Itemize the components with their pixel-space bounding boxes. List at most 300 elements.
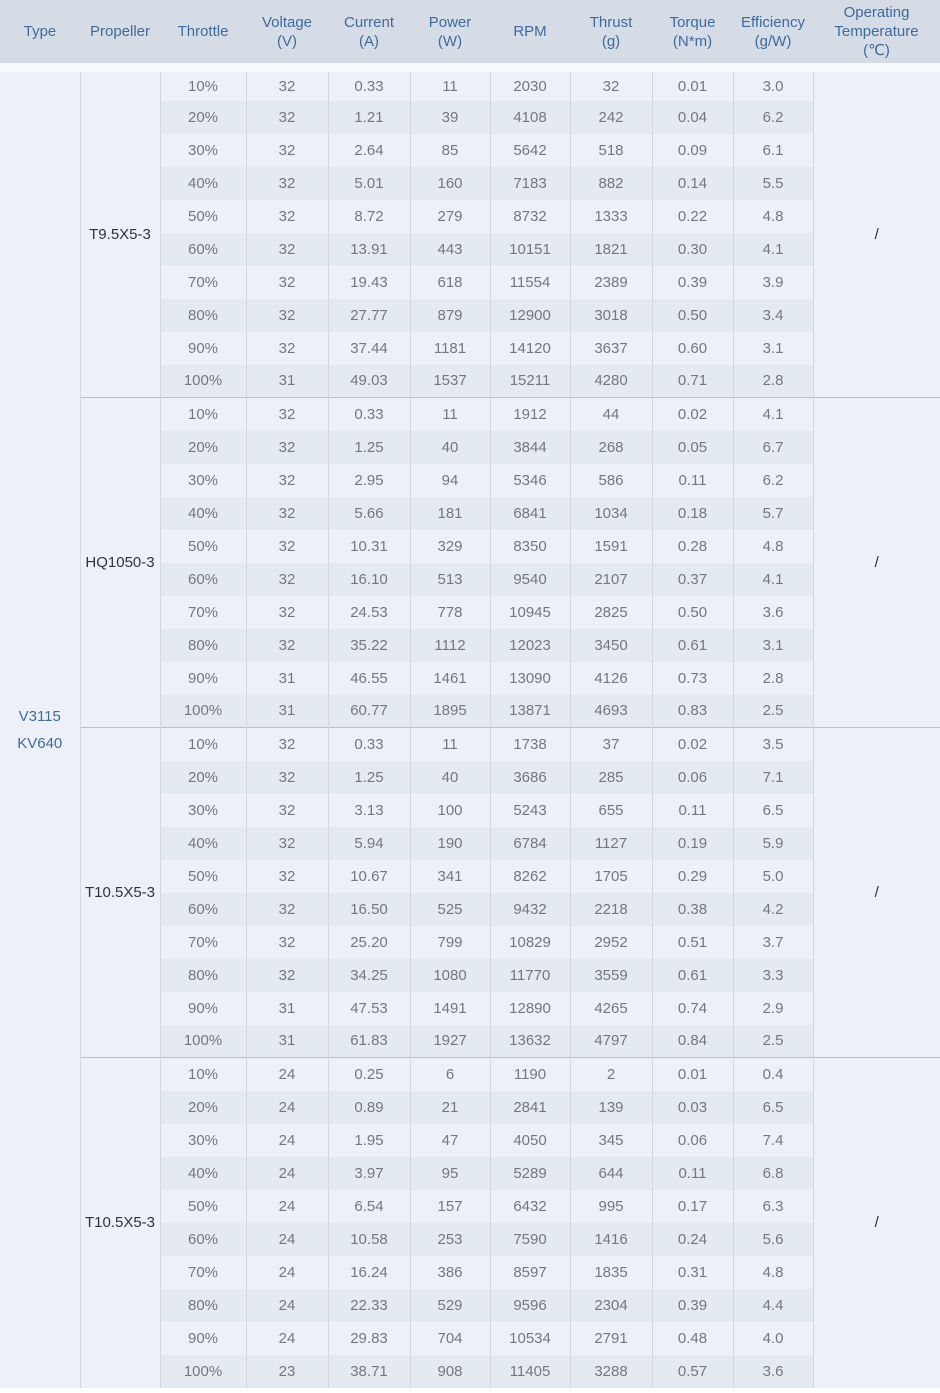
- rpm-cell: 8262: [490, 860, 570, 893]
- torque-cell: 0.29: [652, 860, 733, 893]
- thrust-cell: 518: [570, 134, 652, 167]
- current-cell: 24.53: [328, 596, 410, 629]
- current-cell: 22.33: [328, 1289, 410, 1322]
- power-cell: 47: [410, 1124, 490, 1157]
- throttle-cell: 50%: [160, 860, 246, 893]
- voltage-cell: 24: [246, 1190, 328, 1223]
- torque-cell: 0.22: [652, 200, 733, 233]
- current-cell: 13.91: [328, 233, 410, 266]
- efficiency-cell: 3.6: [733, 596, 813, 629]
- current-cell: 61.83: [328, 1025, 410, 1058]
- current-cell: 5.01: [328, 167, 410, 200]
- rpm-cell: 11770: [490, 959, 570, 992]
- power-cell: 21: [410, 1091, 490, 1124]
- voltage-cell: 32: [246, 200, 328, 233]
- current-cell: 2.64: [328, 134, 410, 167]
- torque-cell: 0.30: [652, 233, 733, 266]
- power-cell: 11: [410, 398, 490, 431]
- col-header-text: RPM: [513, 23, 547, 40]
- voltage-cell: 32: [246, 233, 328, 266]
- rpm-cell: 5642: [490, 134, 570, 167]
- current-cell: 0.33: [328, 728, 410, 761]
- throttle-cell: 10%: [160, 398, 246, 431]
- efficiency-cell: 6.7: [733, 431, 813, 464]
- throttle-cell: 20%: [160, 101, 246, 134]
- power-cell: 704: [410, 1322, 490, 1355]
- throttle-cell: 40%: [160, 1157, 246, 1190]
- voltage-cell: 31: [246, 662, 328, 695]
- col-header-efficiency: [733, 0, 813, 68]
- voltage-cell: 32: [246, 332, 328, 365]
- thrust-cell: 2218: [570, 893, 652, 926]
- rpm-cell: 4050: [490, 1124, 570, 1157]
- current-cell: 10.58: [328, 1223, 410, 1256]
- power-cell: 879: [410, 299, 490, 332]
- efficiency-cell: 6.1: [733, 134, 813, 167]
- col-header-text: (℃): [863, 42, 890, 59]
- current-cell: 2.95: [328, 464, 410, 497]
- power-cell: 279: [410, 200, 490, 233]
- torque-cell: 0.19: [652, 827, 733, 860]
- power-cell: 1112: [410, 629, 490, 662]
- thrust-cell: 995: [570, 1190, 652, 1223]
- power-cell: 6: [410, 1058, 490, 1091]
- voltage-cell: 32: [246, 497, 328, 530]
- voltage-cell: 32: [246, 893, 328, 926]
- efficiency-cell: 5.0: [733, 860, 813, 893]
- power-cell: 1461: [410, 662, 490, 695]
- throttle-cell: 70%: [160, 266, 246, 299]
- col-header-rpm: [490, 0, 570, 68]
- operating-temperature-cell: /: [813, 68, 940, 398]
- voltage-cell: 32: [246, 563, 328, 596]
- throttle-cell: 80%: [160, 299, 246, 332]
- power-cell: 253: [410, 1223, 490, 1256]
- throttle-cell: 100%: [160, 695, 246, 728]
- current-cell: 34.25: [328, 959, 410, 992]
- power-cell: 1895: [410, 695, 490, 728]
- throttle-cell: 60%: [160, 233, 246, 266]
- col-header-text: Throttle: [177, 23, 229, 40]
- power-cell: 95: [410, 1157, 490, 1190]
- power-cell: 529: [410, 1289, 490, 1322]
- throttle-cell: 80%: [160, 1289, 246, 1322]
- current-cell: 46.55: [328, 662, 410, 695]
- col-header-type: [0, 0, 80, 68]
- torque-cell: 0.06: [652, 1124, 733, 1157]
- efficiency-cell: 3.3: [733, 959, 813, 992]
- voltage-cell: 24: [246, 1322, 328, 1355]
- torque-cell: 0.39: [652, 266, 733, 299]
- current-cell: 10.67: [328, 860, 410, 893]
- torque-cell: 0.61: [652, 959, 733, 992]
- throttle-cell: 90%: [160, 992, 246, 1025]
- thrust-cell: 1416: [570, 1223, 652, 1256]
- rpm-cell: 8732: [490, 200, 570, 233]
- current-cell: 0.33: [328, 398, 410, 431]
- col-header-text: (N*m): [672, 32, 713, 50]
- thrust-cell: 242: [570, 101, 652, 134]
- efficiency-cell: 3.1: [733, 629, 813, 662]
- power-cell: 160: [410, 167, 490, 200]
- power-cell: 190: [410, 827, 490, 860]
- thrust-cell: 1034: [570, 497, 652, 530]
- throttle-cell: 80%: [160, 629, 246, 662]
- rpm-cell: 2030: [490, 68, 570, 101]
- torque-cell: 0.11: [652, 794, 733, 827]
- throttle-cell: 10%: [160, 728, 246, 761]
- voltage-cell: 32: [246, 728, 328, 761]
- col-header-power: [410, 0, 490, 68]
- power-cell: 386: [410, 1256, 490, 1289]
- thrust-cell: 44: [570, 398, 652, 431]
- rpm-cell: 3686: [490, 761, 570, 794]
- torque-cell: 0.51: [652, 926, 733, 959]
- efficiency-cell: 6.5: [733, 1091, 813, 1124]
- throttle-cell: 100%: [160, 1355, 246, 1388]
- efficiency-cell: 3.5: [733, 728, 813, 761]
- throttle-cell: 50%: [160, 1190, 246, 1223]
- thrust-cell: 644: [570, 1157, 652, 1190]
- rpm-cell: 9540: [490, 563, 570, 596]
- efficiency-cell: 3.0: [733, 68, 813, 101]
- voltage-cell: 24: [246, 1124, 328, 1157]
- current-cell: 6.54: [328, 1190, 410, 1223]
- throttle-cell: 30%: [160, 464, 246, 497]
- voltage-cell: 32: [246, 134, 328, 167]
- throttle-cell: 70%: [160, 1256, 246, 1289]
- current-cell: 1.95: [328, 1124, 410, 1157]
- thrust-cell: 2389: [570, 266, 652, 299]
- col-header-text: Type: [23, 23, 57, 40]
- throttle-cell: 30%: [160, 1124, 246, 1157]
- current-cell: 47.53: [328, 992, 410, 1025]
- current-cell: 10.31: [328, 530, 410, 563]
- current-cell: 1.25: [328, 761, 410, 794]
- torque-cell: 0.17: [652, 1190, 733, 1223]
- thrust-cell: 655: [570, 794, 652, 827]
- voltage-cell: 32: [246, 794, 328, 827]
- current-cell: 5.66: [328, 497, 410, 530]
- power-cell: 443: [410, 233, 490, 266]
- rpm-cell: 5346: [490, 464, 570, 497]
- current-cell: 16.50: [328, 893, 410, 926]
- power-cell: 100: [410, 794, 490, 827]
- voltage-cell: 24: [246, 1223, 328, 1256]
- torque-cell: 0.14: [652, 167, 733, 200]
- propeller-cell: T10.5X5-3: [80, 728, 160, 1058]
- rpm-cell: 12023: [490, 629, 570, 662]
- current-cell: 19.43: [328, 266, 410, 299]
- torque-cell: 0.31: [652, 1256, 733, 1289]
- thrust-cell: 4126: [570, 662, 652, 695]
- col-header-text: Thrust: [589, 13, 633, 31]
- col-header-propeller: [80, 0, 160, 68]
- thrust-cell: 4265: [570, 992, 652, 1025]
- col-header-torque: [652, 0, 733, 68]
- thrust-cell: 1127: [570, 827, 652, 860]
- col-header-text: (W): [437, 32, 463, 50]
- throttle-cell: 10%: [160, 1058, 246, 1091]
- current-cell: 25.20: [328, 926, 410, 959]
- thrust-cell: 345: [570, 1124, 652, 1157]
- current-cell: 35.22: [328, 629, 410, 662]
- power-cell: 157: [410, 1190, 490, 1223]
- rpm-cell: 13090: [490, 662, 570, 695]
- current-cell: 5.94: [328, 827, 410, 860]
- efficiency-cell: 6.2: [733, 464, 813, 497]
- voltage-cell: 32: [246, 398, 328, 431]
- throttle-cell: 100%: [160, 1025, 246, 1058]
- power-cell: 1491: [410, 992, 490, 1025]
- throttle-cell: 70%: [160, 596, 246, 629]
- col-header-text: Temperature: [834, 23, 919, 40]
- thrust-cell: 4693: [570, 695, 652, 728]
- thrust-cell: 37: [570, 728, 652, 761]
- voltage-cell: 32: [246, 464, 328, 497]
- power-cell: 341: [410, 860, 490, 893]
- col-header-thrust: [570, 0, 652, 68]
- efficiency-cell: 0.4: [733, 1058, 813, 1091]
- current-cell: 0.25: [328, 1058, 410, 1091]
- rpm-cell: 8350: [490, 530, 570, 563]
- rpm-cell: 1912: [490, 398, 570, 431]
- voltage-cell: 31: [246, 992, 328, 1025]
- throttle-cell: 90%: [160, 332, 246, 365]
- rpm-cell: 12900: [490, 299, 570, 332]
- torque-cell: 0.50: [652, 596, 733, 629]
- voltage-cell: 32: [246, 596, 328, 629]
- operating-temperature-cell: /: [813, 728, 940, 1058]
- current-cell: 16.10: [328, 563, 410, 596]
- col-header-text: (g/W): [754, 32, 792, 50]
- throttle-cell: 100%: [160, 365, 246, 398]
- efficiency-cell: 3.9: [733, 266, 813, 299]
- rpm-cell: 3844: [490, 431, 570, 464]
- header-row: [0, 0, 940, 68]
- efficiency-cell: 7.1: [733, 761, 813, 794]
- col-header-text: Torque: [669, 13, 716, 31]
- thrust-cell: 2107: [570, 563, 652, 596]
- throttle-cell: 30%: [160, 794, 246, 827]
- col-header-text: Efficiency: [741, 13, 805, 31]
- table-row: [0, 728, 940, 761]
- rpm-cell: 9596: [490, 1289, 570, 1322]
- table-header: [0, 0, 940, 68]
- voltage-cell: 32: [246, 629, 328, 662]
- current-cell: 0.89: [328, 1091, 410, 1124]
- power-cell: 94: [410, 464, 490, 497]
- rpm-cell: 6784: [490, 827, 570, 860]
- current-cell: 1.21: [328, 101, 410, 134]
- efficiency-cell: 3.4: [733, 299, 813, 332]
- col-header-text: Current: [343, 13, 395, 31]
- torque-cell: 0.74: [652, 992, 733, 1025]
- torque-cell: 0.37: [652, 563, 733, 596]
- efficiency-cell: 6.3: [733, 1190, 813, 1223]
- efficiency-cell: 2.8: [733, 365, 813, 398]
- rpm-cell: 5243: [490, 794, 570, 827]
- voltage-cell: 24: [246, 1157, 328, 1190]
- rpm-cell: 12890: [490, 992, 570, 1025]
- torque-cell: 0.02: [652, 728, 733, 761]
- thrust-cell: 3450: [570, 629, 652, 662]
- efficiency-cell: 2.9: [733, 992, 813, 1025]
- voltage-cell: 32: [246, 530, 328, 563]
- voltage-cell: 24: [246, 1091, 328, 1124]
- rpm-cell: 10945: [490, 596, 570, 629]
- efficiency-cell: 3.1: [733, 332, 813, 365]
- current-cell: 3.13: [328, 794, 410, 827]
- thrust-cell: 586: [570, 464, 652, 497]
- throttle-cell: 90%: [160, 1322, 246, 1355]
- rpm-cell: 11405: [490, 1355, 570, 1388]
- thrust-cell: 4797: [570, 1025, 652, 1058]
- efficiency-cell: 5.6: [733, 1223, 813, 1256]
- efficiency-cell: 4.8: [733, 200, 813, 233]
- col-header-text: Propeller: [89, 23, 151, 40]
- torque-cell: 0.84: [652, 1025, 733, 1058]
- throttle-cell: 60%: [160, 563, 246, 596]
- throttle-cell: 80%: [160, 959, 246, 992]
- col-header-operating-temperature: [813, 0, 940, 68]
- torque-cell: 0.83: [652, 695, 733, 728]
- efficiency-cell: 4.8: [733, 1256, 813, 1289]
- torque-cell: 0.18: [652, 497, 733, 530]
- power-cell: 11: [410, 68, 490, 101]
- power-cell: 40: [410, 431, 490, 464]
- efficiency-cell: 5.5: [733, 167, 813, 200]
- current-cell: 0.33: [328, 68, 410, 101]
- thrust-cell: 3288: [570, 1355, 652, 1388]
- torque-cell: 0.11: [652, 464, 733, 497]
- torque-cell: 0.03: [652, 1091, 733, 1124]
- efficiency-cell: 4.1: [733, 398, 813, 431]
- thrust-cell: 3637: [570, 332, 652, 365]
- col-header-text: Voltage: [261, 13, 313, 31]
- power-cell: 1080: [410, 959, 490, 992]
- throttle-cell: 20%: [160, 761, 246, 794]
- rpm-cell: 2841: [490, 1091, 570, 1124]
- current-cell: 27.77: [328, 299, 410, 332]
- torque-cell: 0.24: [652, 1223, 733, 1256]
- col-header-text: Power: [428, 13, 472, 31]
- col-header-text: (g): [601, 32, 621, 50]
- power-cell: 1537: [410, 365, 490, 398]
- power-cell: 908: [410, 1355, 490, 1388]
- current-cell: 37.44: [328, 332, 410, 365]
- efficiency-cell: 2.5: [733, 695, 813, 728]
- rpm-cell: 8597: [490, 1256, 570, 1289]
- efficiency-cell: 4.4: [733, 1289, 813, 1322]
- motor-type-text: KV640: [17, 734, 63, 752]
- voltage-cell: 32: [246, 68, 328, 101]
- torque-cell: 0.73: [652, 662, 733, 695]
- rpm-cell: 6841: [490, 497, 570, 530]
- efficiency-cell: 4.8: [733, 530, 813, 563]
- rpm-cell: 7183: [490, 167, 570, 200]
- current-cell: 1.25: [328, 431, 410, 464]
- rpm-cell: 14120: [490, 332, 570, 365]
- thrust-cell: 2825: [570, 596, 652, 629]
- voltage-cell: 24: [246, 1256, 328, 1289]
- thrust-cell: 882: [570, 167, 652, 200]
- thrust-cell: 3018: [570, 299, 652, 332]
- rpm-cell: 13632: [490, 1025, 570, 1058]
- throttle-cell: 60%: [160, 893, 246, 926]
- thrust-cell: 4280: [570, 365, 652, 398]
- throttle-cell: 60%: [160, 1223, 246, 1256]
- col-header-text: Operating: [843, 4, 910, 21]
- efficiency-cell: 4.0: [733, 1322, 813, 1355]
- current-cell: 60.77: [328, 695, 410, 728]
- thrust-cell: 268: [570, 431, 652, 464]
- throttle-cell: 50%: [160, 530, 246, 563]
- rpm-cell: 1738: [490, 728, 570, 761]
- efficiency-cell: 6.2: [733, 101, 813, 134]
- motor-type-cell: [0, 68, 80, 1388]
- col-header-current: [328, 0, 410, 68]
- voltage-cell: 32: [246, 827, 328, 860]
- rpm-cell: 5289: [490, 1157, 570, 1190]
- throttle-cell: 20%: [160, 431, 246, 464]
- propeller-cell: HQ1050-3: [80, 398, 160, 728]
- torque-cell: 0.04: [652, 101, 733, 134]
- table-row: [0, 1058, 940, 1091]
- rpm-cell: 4108: [490, 101, 570, 134]
- throttle-cell: 20%: [160, 1091, 246, 1124]
- voltage-cell: 31: [246, 365, 328, 398]
- rpm-cell: 10829: [490, 926, 570, 959]
- torque-cell: 0.38: [652, 893, 733, 926]
- col-header-text: (A): [359, 32, 379, 50]
- current-cell: 38.71: [328, 1355, 410, 1388]
- throttle-cell: 30%: [160, 134, 246, 167]
- rpm-cell: 15211: [490, 365, 570, 398]
- rpm-cell: 9432: [490, 893, 570, 926]
- torque-cell: 0.39: [652, 1289, 733, 1322]
- voltage-cell: 32: [246, 860, 328, 893]
- propeller-cell: T10.5X5-3: [80, 1058, 160, 1388]
- current-cell: 8.72: [328, 200, 410, 233]
- voltage-cell: 32: [246, 761, 328, 794]
- power-cell: 11: [410, 728, 490, 761]
- voltage-cell: 24: [246, 1289, 328, 1322]
- thrust-cell: 139: [570, 1091, 652, 1124]
- rpm-cell: 10151: [490, 233, 570, 266]
- torque-cell: 0.09: [652, 134, 733, 167]
- power-cell: 85: [410, 134, 490, 167]
- thrust-cell: 1705: [570, 860, 652, 893]
- efficiency-cell: 6.8: [733, 1157, 813, 1190]
- efficiency-cell: 5.7: [733, 497, 813, 530]
- throttle-cell: 40%: [160, 497, 246, 530]
- table-body: [0, 68, 940, 1388]
- thrust-cell: 1591: [570, 530, 652, 563]
- efficiency-cell: 3.6: [733, 1355, 813, 1388]
- efficiency-cell: 2.8: [733, 662, 813, 695]
- efficiency-cell: 4.1: [733, 563, 813, 596]
- operating-temperature-cell: /: [813, 398, 940, 728]
- operating-temperature-cell: /: [813, 1058, 940, 1388]
- power-cell: 1181: [410, 332, 490, 365]
- voltage-cell: 24: [246, 1058, 328, 1091]
- voltage-cell: 32: [246, 266, 328, 299]
- torque-cell: 0.60: [652, 332, 733, 365]
- efficiency-cell: 5.9: [733, 827, 813, 860]
- current-cell: 3.97: [328, 1157, 410, 1190]
- torque-cell: 0.02: [652, 398, 733, 431]
